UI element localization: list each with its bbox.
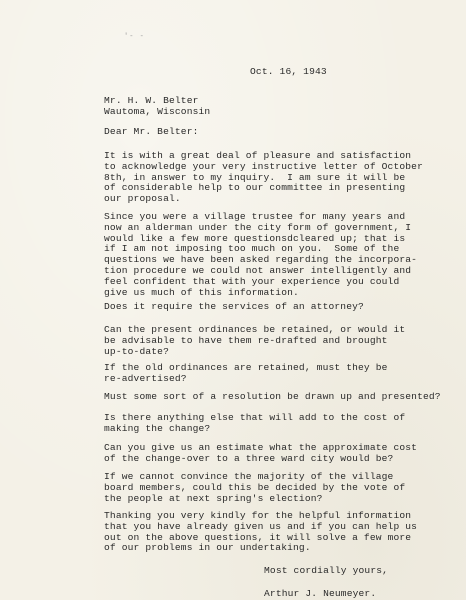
- text-line: Must some sort of a resolution be drawn up and presented?: [104, 391, 441, 402]
- text-line: out on the above questions, it will solve a few more: [104, 531, 412, 543]
- address-line: Wautoma, Wisconsin: [104, 105, 211, 117]
- question-attorney: [104, 302, 460, 313]
- text-line: to acknowledge your very instructive letter of October: [104, 160, 423, 172]
- paragraph-1: [104, 151, 460, 205]
- text-line: of the change-over to a three ward city would be?: [104, 452, 394, 464]
- question-readvertise: [104, 363, 460, 385]
- text-line: board members, could this be decided by the vote of: [104, 481, 406, 493]
- text-line: our proposal.: [104, 193, 181, 205]
- text-line: now an alderman under the city form of government, I: [104, 221, 412, 233]
- closing-paragraph: [104, 511, 460, 554]
- question-resolution: [104, 392, 460, 403]
- text-line: It is with a great deal of pleasure and satisfaction: [104, 150, 412, 161]
- text-line: Can the present ordinances be retained, or would it: [104, 324, 406, 335]
- text-line: give us much of this information.: [104, 286, 299, 298]
- text-line: Since you were a village trustee for many years and: [104, 211, 406, 222]
- text-line: be advisable to have them re-drafted and brought: [104, 334, 388, 346]
- text-line: Is there anything else that will add to the cost of: [104, 412, 406, 423]
- text-line: Thanking you very kindly for the helpful information: [104, 510, 412, 521]
- signature-name: Arthur J. Neumeyer.: [264, 588, 377, 599]
- question-estimate: [104, 443, 460, 465]
- question-election: [104, 472, 460, 504]
- text-line: Can you give us an estimate what the approximate cost: [104, 442, 418, 453]
- paper-mark: '- -: [124, 33, 145, 41]
- text-line: Does it require the services of an attorney?: [104, 301, 364, 312]
- text-line: re-advertised?: [104, 372, 187, 384]
- text-line: If we cannot convince the majority of the village: [104, 471, 394, 482]
- question-ordinances: [104, 325, 460, 357]
- text-line: 8th, in answer to my inquiry. I am sure it will be: [104, 171, 406, 183]
- text-line: the people at next spring's election?: [104, 492, 323, 504]
- address-line: Mr. H. W. Belter: [104, 95, 199, 106]
- text-line: up-to-date?: [104, 345, 169, 357]
- text-line: feel confident that with your experience you could: [104, 275, 400, 287]
- text-line: questions we have been asked regarding the incorpora-: [104, 254, 418, 266]
- text-line: of considerable help to our committee in presenting: [104, 182, 406, 194]
- text-line: would like a few more questionsdcleared up; that is: [104, 232, 406, 244]
- paragraph-2: [104, 212, 460, 298]
- text-line: tion procedure we could not answer intelligently and: [104, 264, 412, 276]
- text-line: of our problems in our undertaking.: [104, 542, 311, 554]
- text-line: if I am not imposing too much on you. Some of the: [104, 243, 400, 255]
- text-line: If the old ordinances are retained, must they be: [104, 362, 388, 373]
- text-line: making the change?: [104, 422, 211, 434]
- salutation: Dear Mr. Belter:: [104, 126, 199, 137]
- letter-date: Oct. 16, 1943: [250, 66, 327, 77]
- complimentary-close: Most cordially yours,: [264, 565, 389, 576]
- text-line: that you have already given us and if you can help us: [104, 520, 418, 532]
- question-cost: [104, 413, 460, 435]
- recipient-address: [104, 96, 460, 118]
